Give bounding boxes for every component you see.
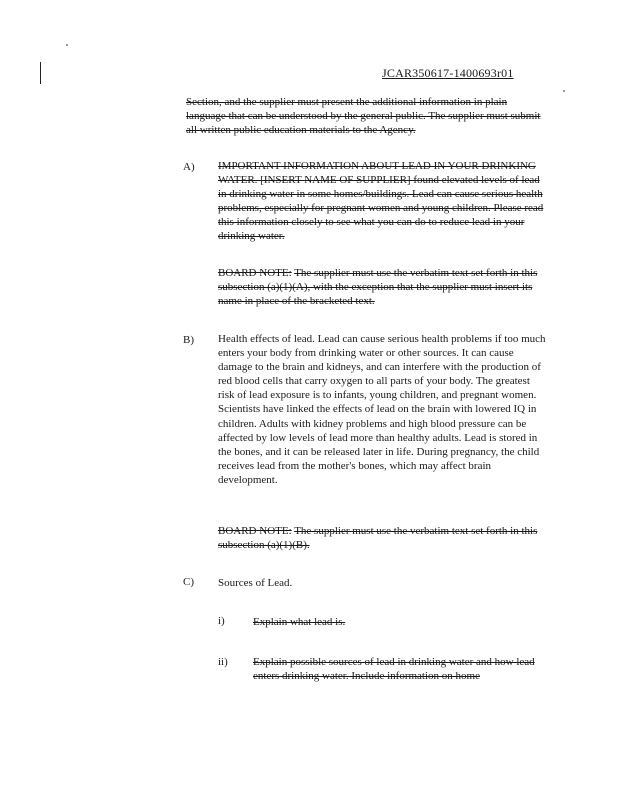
section-a-note-label: BOARD NOTE: [218, 267, 292, 279]
list-item-marker: ii) [218, 656, 228, 668]
document-id-separator: 7- [443, 66, 454, 80]
section-c-title: Sources of Lead. [218, 577, 293, 589]
section-a-marker: A) [183, 161, 195, 173]
list-item: Explain possible sources of lead in drinking water and how lead enters drinking water. Include information on home [253, 656, 535, 683]
section-b-body: Health effects of lead. Lead can cause serious health problems if too much enters your body from drinking water or other sources. It can cause damage to the brain and kidneys, and can interfere with the production of red blood cells that carry oxygen to all parts of your body. The greatest risk of lead exposure is to infants, young children, and pregnant women. Scientists have linked the effects of lead on the brain with lowered IQ in children. Adults with kidney problems and high blood pressure can be affected by low levels of lead more than healthy adults. Lead is stored in the bones, and it can be released later in life. During pregnancy, the child receives lead from the mother's bones, which may affect brain development. [218, 333, 546, 486]
margin-revision-bar [40, 62, 41, 84]
section-b-board-note [218, 524, 546, 552]
document-id [382, 66, 514, 81]
scan-speck [563, 90, 565, 92]
section-a-note-text: The supplier must use the verbatim text set forth in this subsection (a)(1)(A), with the exception that the supplier must insert its name in place of the bracketed text. [218, 267, 538, 308]
section-a-board-note [218, 266, 546, 308]
list-item: Explain what lead is. [253, 616, 346, 628]
section-b-marker: B) [183, 334, 194, 346]
section-c-marker: C) [183, 576, 194, 588]
section-b-note-text: The supplier must use the verbatim text set forth in this subsection (a)(1)(B). [218, 525, 538, 552]
intro-paragraph: Section, and the supplier must present the additional information in plain language that can be understood by the general public. The supplier must submit all written public education materials to the Agency. [186, 96, 541, 137]
scan-speck [66, 44, 68, 46]
document-id-part2: 1400693r01 [453, 66, 514, 80]
document-id-part1: JCAR35061 [382, 66, 444, 80]
section-b-note-label: BOARD NOTE: [218, 525, 292, 537]
list-item-marker: i) [218, 615, 225, 627]
section-a-body: IMPORTANT INFORMATION ABOUT LEAD IN YOUR DRINKING WATER. [INSERT NAME OF SUPPLIER] found elevated levels of lead in drinking water in some homes/buildings. Lead can cause serious health problems, especially for pregnant women and young children. Please read this information closely to see what you can do to reduce lead in your drinking water. [218, 160, 544, 243]
